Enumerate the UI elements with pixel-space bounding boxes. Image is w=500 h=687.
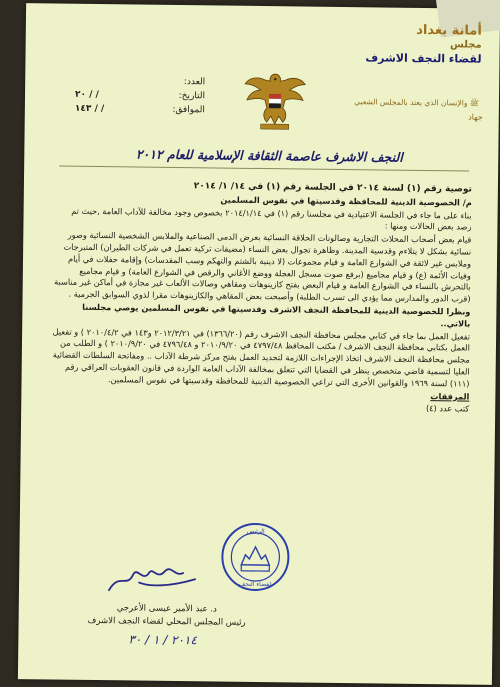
signature-block xyxy=(67,602,267,630)
document-page xyxy=(18,3,500,685)
signatory-name: د. عبد الأمير عيسى الأعرجي xyxy=(116,603,217,615)
paragraph-actions: تفعيل العمل بما جاء في كتابي مجلس محافظة النجف الاشرف رقم (١٣٦٦/٢٠) في ٢٠١٢/٣/٢١ و١٤٣ في ٢٠١٠/٤/٢ ) و تفعيل العمل بكتابي محافظة النجف الاشرف / مكتب المحافظ ٤٧٩٧/٤٨ في ٢٠١٠/٩/٢٠ و ٤٧٩٦/٤٨ في ٢٠١٠/٩/٢٠ ) و الطلب من مجلس محافظة النجف الاشرف اتخاذ الإجراءات اللازمة لتجديد العمل بفتح مركز شرطة الآداب .. ومفاتحة السلطات القضائية العليا لتسمية قاضي متخصص ينظر في القضايا التي تتعلق بمخالفة الآداب العامة الواردة في قانون العقوبات العراقي رقم (١١١) لسنة ١٩٦٩ والقوانين الأخرى التي تراعي الخصوصية الدينية للمحافظة وقدسيتها في نفوس المسلمين. xyxy=(52,326,471,389)
corresponding-row xyxy=(75,102,205,118)
header-divider xyxy=(59,166,469,172)
letterhead-line-3: لقضاء النجف الاشرف xyxy=(365,51,482,66)
handwritten-signature-icon xyxy=(99,552,210,603)
eagle-emblem-icon xyxy=(243,66,308,133)
handwritten-date: ٢٠١٤ / ١ / ٣٠ xyxy=(128,632,197,648)
stamp-top-text: الرئيس xyxy=(246,527,265,536)
number-label: العدد: xyxy=(183,77,206,88)
reference-block xyxy=(75,74,206,118)
date-label: التاريخ: xyxy=(178,90,206,102)
letter-subject: م/ الخصوصية الدينية للمحافظة وقدسيتها في نفوس المسلمين xyxy=(220,194,472,208)
attachments-value: كتب عدد (٤) xyxy=(425,403,470,414)
corresponding-value: / / ١٤٣ xyxy=(74,103,105,115)
paragraph-recommendation: ونظرا للخصوصية الدينية للمحافظة النجف الاشرف وقدسيتها في نفوس المسلمين يوصي مجلسنا بالاتي.. xyxy=(82,301,471,329)
recommendation-title: توصية رقم (١) لسنة ٢٠١٤ في الجلسة رقم (١) في ١٤/ ١/ ٢٠١٤ xyxy=(193,181,472,195)
letter-body xyxy=(51,179,472,416)
letterhead xyxy=(361,23,482,66)
attachments-label: المرفقات xyxy=(430,390,470,402)
letterhead-slogan: ﷺ والإنسان الذي يعتد بالمجلس الشعبي xyxy=(354,97,480,108)
banner-title: النجف الاشرف عاصمة الثقافة الإسلامية للعام ٢٠١٢ xyxy=(135,146,403,165)
letterhead-line-1: أمانة بغداد xyxy=(416,22,482,39)
letterhead-jihad: جهاد xyxy=(468,112,483,122)
paragraph-intro: بناء على ما جاء في الجلسة الاعتيادية في مجلسنا رقم (١) في ٢٠١٤/١/١٤ بخصوص وجود مخالفة للآداب العامة ,حيث تم رصد بعض الحالات ومنها : xyxy=(71,205,472,232)
date-value: / / ٢٠ xyxy=(74,89,99,101)
paragraph-violations: قيام بعض أصحاب المحلات التجارية وصالونات الحلاقة النسائية بعرض الدمى الصناعية والملابس الشخصية النسائية وصور نسائية بشكل لا يتلاءم وقدسية المدينة. وظاهرة تجوال بعض النساء (مضيفات تركية تعمل في شركات الطيران) المتبرجات وملابس غير لائقة في الشوارع العامة و قيام مجموعات (لا دينية بالشتم والتهكم وسب المقدسات) وإقامة حفلات في أيام وفيات الأئمة (ع) و قيام مجاميع (برفع صوت مسجل العجلة ووضع الأغاني والرقص في الشوارع العامة) و قيام مجاميع بالتحرش بالنساء في الشوارع العامة و قيام البعض بفتح كازينوهات ومقاهي وصالات الألعاب غير مجازة في أماكن غير مناسبة (قرب الدور والمدارس مما يؤدي الى تسرب الطلبة) وأصبحت بعض المقاهي والكازينوهات مقرا لذوي السوابق الجرمية . xyxy=(54,229,472,304)
stamp-bottom-text: لقضاء النجف xyxy=(239,580,272,589)
letterhead-line-2: مجلس xyxy=(449,39,482,51)
official-stamp-icon xyxy=(219,521,292,594)
corresponding-label: الموافق: xyxy=(172,104,205,116)
signatory-title: رئيس المجلس المحلي لقضاء النجف الاشرف xyxy=(87,615,246,628)
date-row xyxy=(75,88,205,104)
